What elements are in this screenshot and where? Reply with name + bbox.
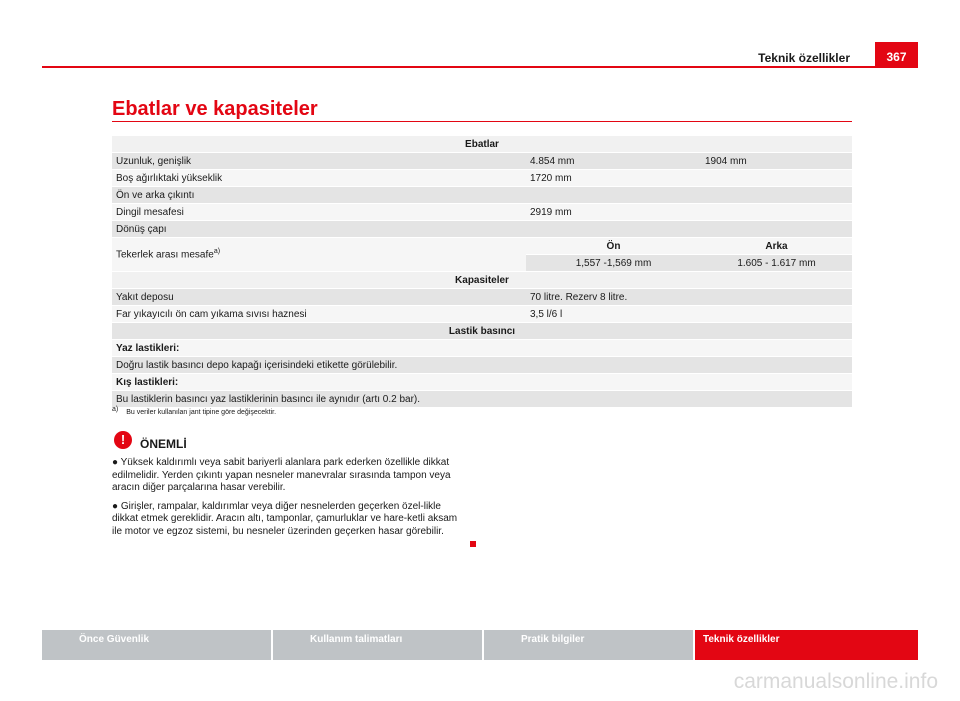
summer-tyres-text: Doğru lastik basıncı depo kapağı içerisindeki etikette görülebilir. (112, 357, 852, 374)
row-value (526, 187, 852, 204)
row-value: 2919 mm (526, 204, 852, 221)
table-row (112, 187, 852, 204)
footer-nav (42, 630, 918, 660)
front-header: Ön (526, 238, 701, 255)
table-row (112, 204, 852, 221)
header-section-title: Teknik özellikler (758, 51, 850, 65)
header-divider (42, 66, 918, 68)
page-number: 367 (875, 42, 918, 68)
table-row (112, 306, 852, 323)
winter-tyres-label: Kış lastikleri: (112, 374, 852, 391)
warning-bullet: ● Girişler, rampalar, kaldırımlar veya diğer nesnelerden geçerken özel-likle dikkat etmek gereklidir. Aracın altı, tamponlar, çamurluklar ve hare-ketli aksam ile motor ve egzoz sistemi, bu nesneler üzerinden geçerken hasar görebilir. (112, 500, 458, 537)
footer-tab-technical[interactable]: Teknik özellikler (695, 630, 918, 660)
row-label: Boş ağırlıktaki yükseklik (112, 170, 526, 187)
width-value: 1904 mm (701, 153, 852, 170)
rear-track-value: 1.605 - 1.617 mm (701, 255, 852, 272)
table-row (112, 289, 852, 306)
row-label (112, 238, 526, 272)
warning-title: ÖNEMLİ (140, 437, 187, 451)
row-label: Uzunluk, genişlik (112, 153, 526, 170)
track-label: Tekerlek arası mesafe (116, 249, 214, 261)
row-value: 1720 mm (526, 170, 852, 187)
footnote-text: Bu veriler kullanılan jant tipine göre değişecektir. (126, 409, 277, 417)
winter-tyres-text: Bu lastiklerin basıncı yaz lastiklerinin basıncı ile aynıdır (artı 0.2 bar). (112, 391, 852, 408)
watermark: carmanualsonline.info (733, 670, 938, 693)
table-row (112, 238, 852, 255)
row-label: Ön ve arka çıkıntı (112, 187, 526, 204)
summer-tyres-label: Yaz lastikleri: (112, 340, 852, 357)
specifications-table (112, 136, 852, 408)
row-value: 3,5 l/6 l (526, 306, 852, 323)
capacities-heading: Kapasiteler (112, 272, 852, 289)
table-section-header (112, 323, 852, 340)
exclamation-icon: ! (114, 431, 132, 449)
footnote (112, 406, 276, 416)
table-row (112, 391, 852, 408)
footer-tab-safety[interactable]: Önce Güvenlik (42, 630, 271, 660)
table-section-header (112, 272, 852, 289)
table-section-header (112, 136, 852, 153)
row-label: Far yıkayıcılı ön cam yıkama sıvısı haznesi (112, 306, 526, 323)
page-title: Ebatlar ve kapasiteler (112, 98, 318, 120)
section-end-marker (470, 541, 476, 547)
footnote-marker: a) (112, 406, 119, 413)
row-label: Yakıt deposu (112, 289, 526, 306)
row-value: 70 litre. Rezerv 8 litre. (526, 289, 852, 306)
table-row (112, 357, 852, 374)
table-row (112, 374, 852, 391)
table-row (112, 340, 852, 357)
row-value (526, 221, 852, 238)
footer-tab-practical[interactable]: Pratik bilgiler (484, 630, 693, 660)
table-row (112, 221, 852, 238)
title-divider (112, 121, 852, 122)
footer-tab-operation[interactable]: Kullanım talimatları (273, 630, 482, 660)
front-track-value: 1,557 -1,569 mm (526, 255, 701, 272)
warning-bullet: ● Yüksek kaldırımlı veya sabit bariyerli alanlara park ederken özellikle dikkat edilmelidir. Yerden çıkıntı yapan nesneler manevralar sırasında tampon veya aracın diğer parçalarına hasar verebilir. (112, 457, 451, 493)
footnote-ref: a) (213, 248, 221, 256)
row-label: Dingil mesafesi (112, 204, 526, 221)
table-row (112, 153, 852, 170)
length-value: 4.854 mm (526, 153, 701, 170)
row-label: Dönüş çapı (112, 221, 526, 238)
warning-body (112, 457, 467, 544)
dimensions-heading: Ebatlar (112, 136, 852, 153)
tyre-pressure-heading: Lastik basıncı (112, 323, 852, 340)
table-row (112, 170, 852, 187)
rear-header: Arka (701, 238, 852, 255)
